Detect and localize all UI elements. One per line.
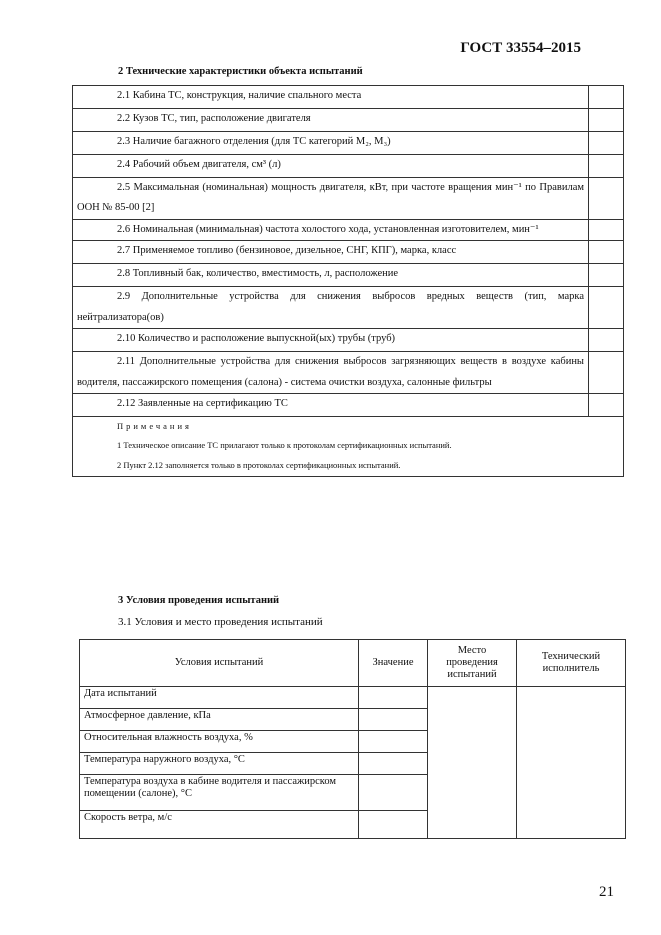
- value-cell: [589, 352, 624, 394]
- value-cell: [589, 219, 624, 240]
- value-cell: [589, 264, 624, 287]
- row-text: 2.3 Наличие багажного отделения (для ТС категорий M₂, M₃): [73, 132, 589, 155]
- section-3-title: 3 Условия проведения испытаний: [118, 595, 280, 606]
- value-cell: [359, 811, 428, 839]
- table-row: [73, 132, 624, 155]
- table-row: [73, 287, 624, 329]
- section-2-title: 2 Технические характеристики объекта испытаний: [118, 66, 363, 77]
- condition-label: Температура наружного воздуха, °С: [80, 753, 359, 775]
- note-item: 1 Техническое описание ТС прилагают только к протоколам сертификационных испытаний.: [117, 440, 452, 451]
- row-text: 2.12 Заявленные на сертификацию ТС: [73, 394, 589, 417]
- condition-label: Дата испытаний: [80, 687, 359, 709]
- technical-characteristics-table: [72, 85, 624, 477]
- value-cell: [359, 731, 428, 753]
- value-cell: [359, 775, 428, 811]
- value-cell: [359, 687, 428, 709]
- row-text: 2.10 Количество и расположение выпускной(ых) трубы (труб): [73, 329, 589, 352]
- test-conditions-table: [79, 639, 626, 839]
- table-row: [73, 109, 624, 132]
- condition-label: Скорость ветра, м/с: [80, 811, 359, 839]
- table-row: [73, 86, 624, 109]
- notes-cell: [73, 417, 624, 477]
- value-cell: [589, 132, 624, 155]
- page-number: 21: [599, 884, 614, 900]
- table-row: [80, 687, 626, 709]
- value-cell: [589, 394, 624, 417]
- column-header: Значение: [359, 640, 428, 687]
- section-3-subtitle: 3.1 Условия и место проведения испытаний: [118, 616, 323, 628]
- value-cell: [589, 241, 624, 264]
- value-cell: [589, 178, 624, 220]
- row-text: 2.7 Применяемое топливо (бензиновое, дизельное, СНГ, КПГ), марка, класс: [73, 241, 589, 264]
- row-text: 2.8 Топливный бак, количество, вместимость, л, расположение: [73, 264, 589, 287]
- value-cell: [589, 155, 624, 178]
- row-text: 2.1 Кабина ТС, конструкция, наличие спального места: [73, 86, 589, 109]
- notes-row: [73, 417, 624, 477]
- value-cell: [359, 753, 428, 775]
- value-cell: [589, 329, 624, 352]
- table-row: [73, 264, 624, 287]
- row-text: 2.4 Рабочий объем двигателя, см³ (л): [73, 155, 589, 178]
- table-row: [73, 394, 624, 417]
- condition-label: Относительная влажность воздуха, %: [80, 731, 359, 753]
- table-header-row: [80, 640, 626, 687]
- value-cell: [589, 287, 624, 329]
- table-row: [73, 155, 624, 178]
- table-row: [73, 329, 624, 352]
- row-text: 2.5 Максимальная (номинальная) мощность двигателя, кВт, при частоте вращения мин⁻¹ по Правилам ООН № 85-00 [2]: [73, 178, 589, 220]
- row-text: 2.2 Кузов ТС, тип, расположение двигателя: [73, 109, 589, 132]
- column-header: Условия испытаний: [80, 640, 359, 687]
- column-header: Место проведения испытаний: [428, 640, 517, 687]
- table-row: [73, 352, 624, 394]
- row-text: 2.11 Дополнительные устройства для снижения выбросов загрязняющих веществ в воздухе кабины водителя, пассажирского помещения (салона) - система очистки воздуха, салонные фильтры: [73, 352, 589, 394]
- row-text: 2.6 Номинальная (минимальная) частота холостого хода, установленная изготовителем, мин⁻¹: [73, 219, 589, 240]
- table-row: [73, 241, 624, 264]
- column-header: Технический исполнитель: [517, 640, 626, 687]
- value-cell: [589, 109, 624, 132]
- condition-label: Температура воздуха в кабине водителя и пассажирском помещении (салоне), °С: [80, 775, 359, 811]
- table-row: [73, 178, 624, 220]
- value-cell: [359, 709, 428, 731]
- note-item: 2 Пункт 2.12 заполняется только в протоколах сертификационных испытаний.: [117, 459, 401, 470]
- value-cell: [589, 86, 624, 109]
- condition-label: Атмосферное давление, кПа: [80, 709, 359, 731]
- place-cell: [428, 687, 517, 839]
- notes-heading: Примечания: [117, 421, 192, 432]
- table-row: [73, 219, 624, 240]
- executor-cell: [517, 687, 626, 839]
- document-code: ГОСТ 33554–2015: [460, 40, 581, 56]
- row-text: 2.9 Дополнительные устройства для снижения выбросов вредных веществ (тип, марка нейтрализатора(ов): [73, 287, 589, 329]
